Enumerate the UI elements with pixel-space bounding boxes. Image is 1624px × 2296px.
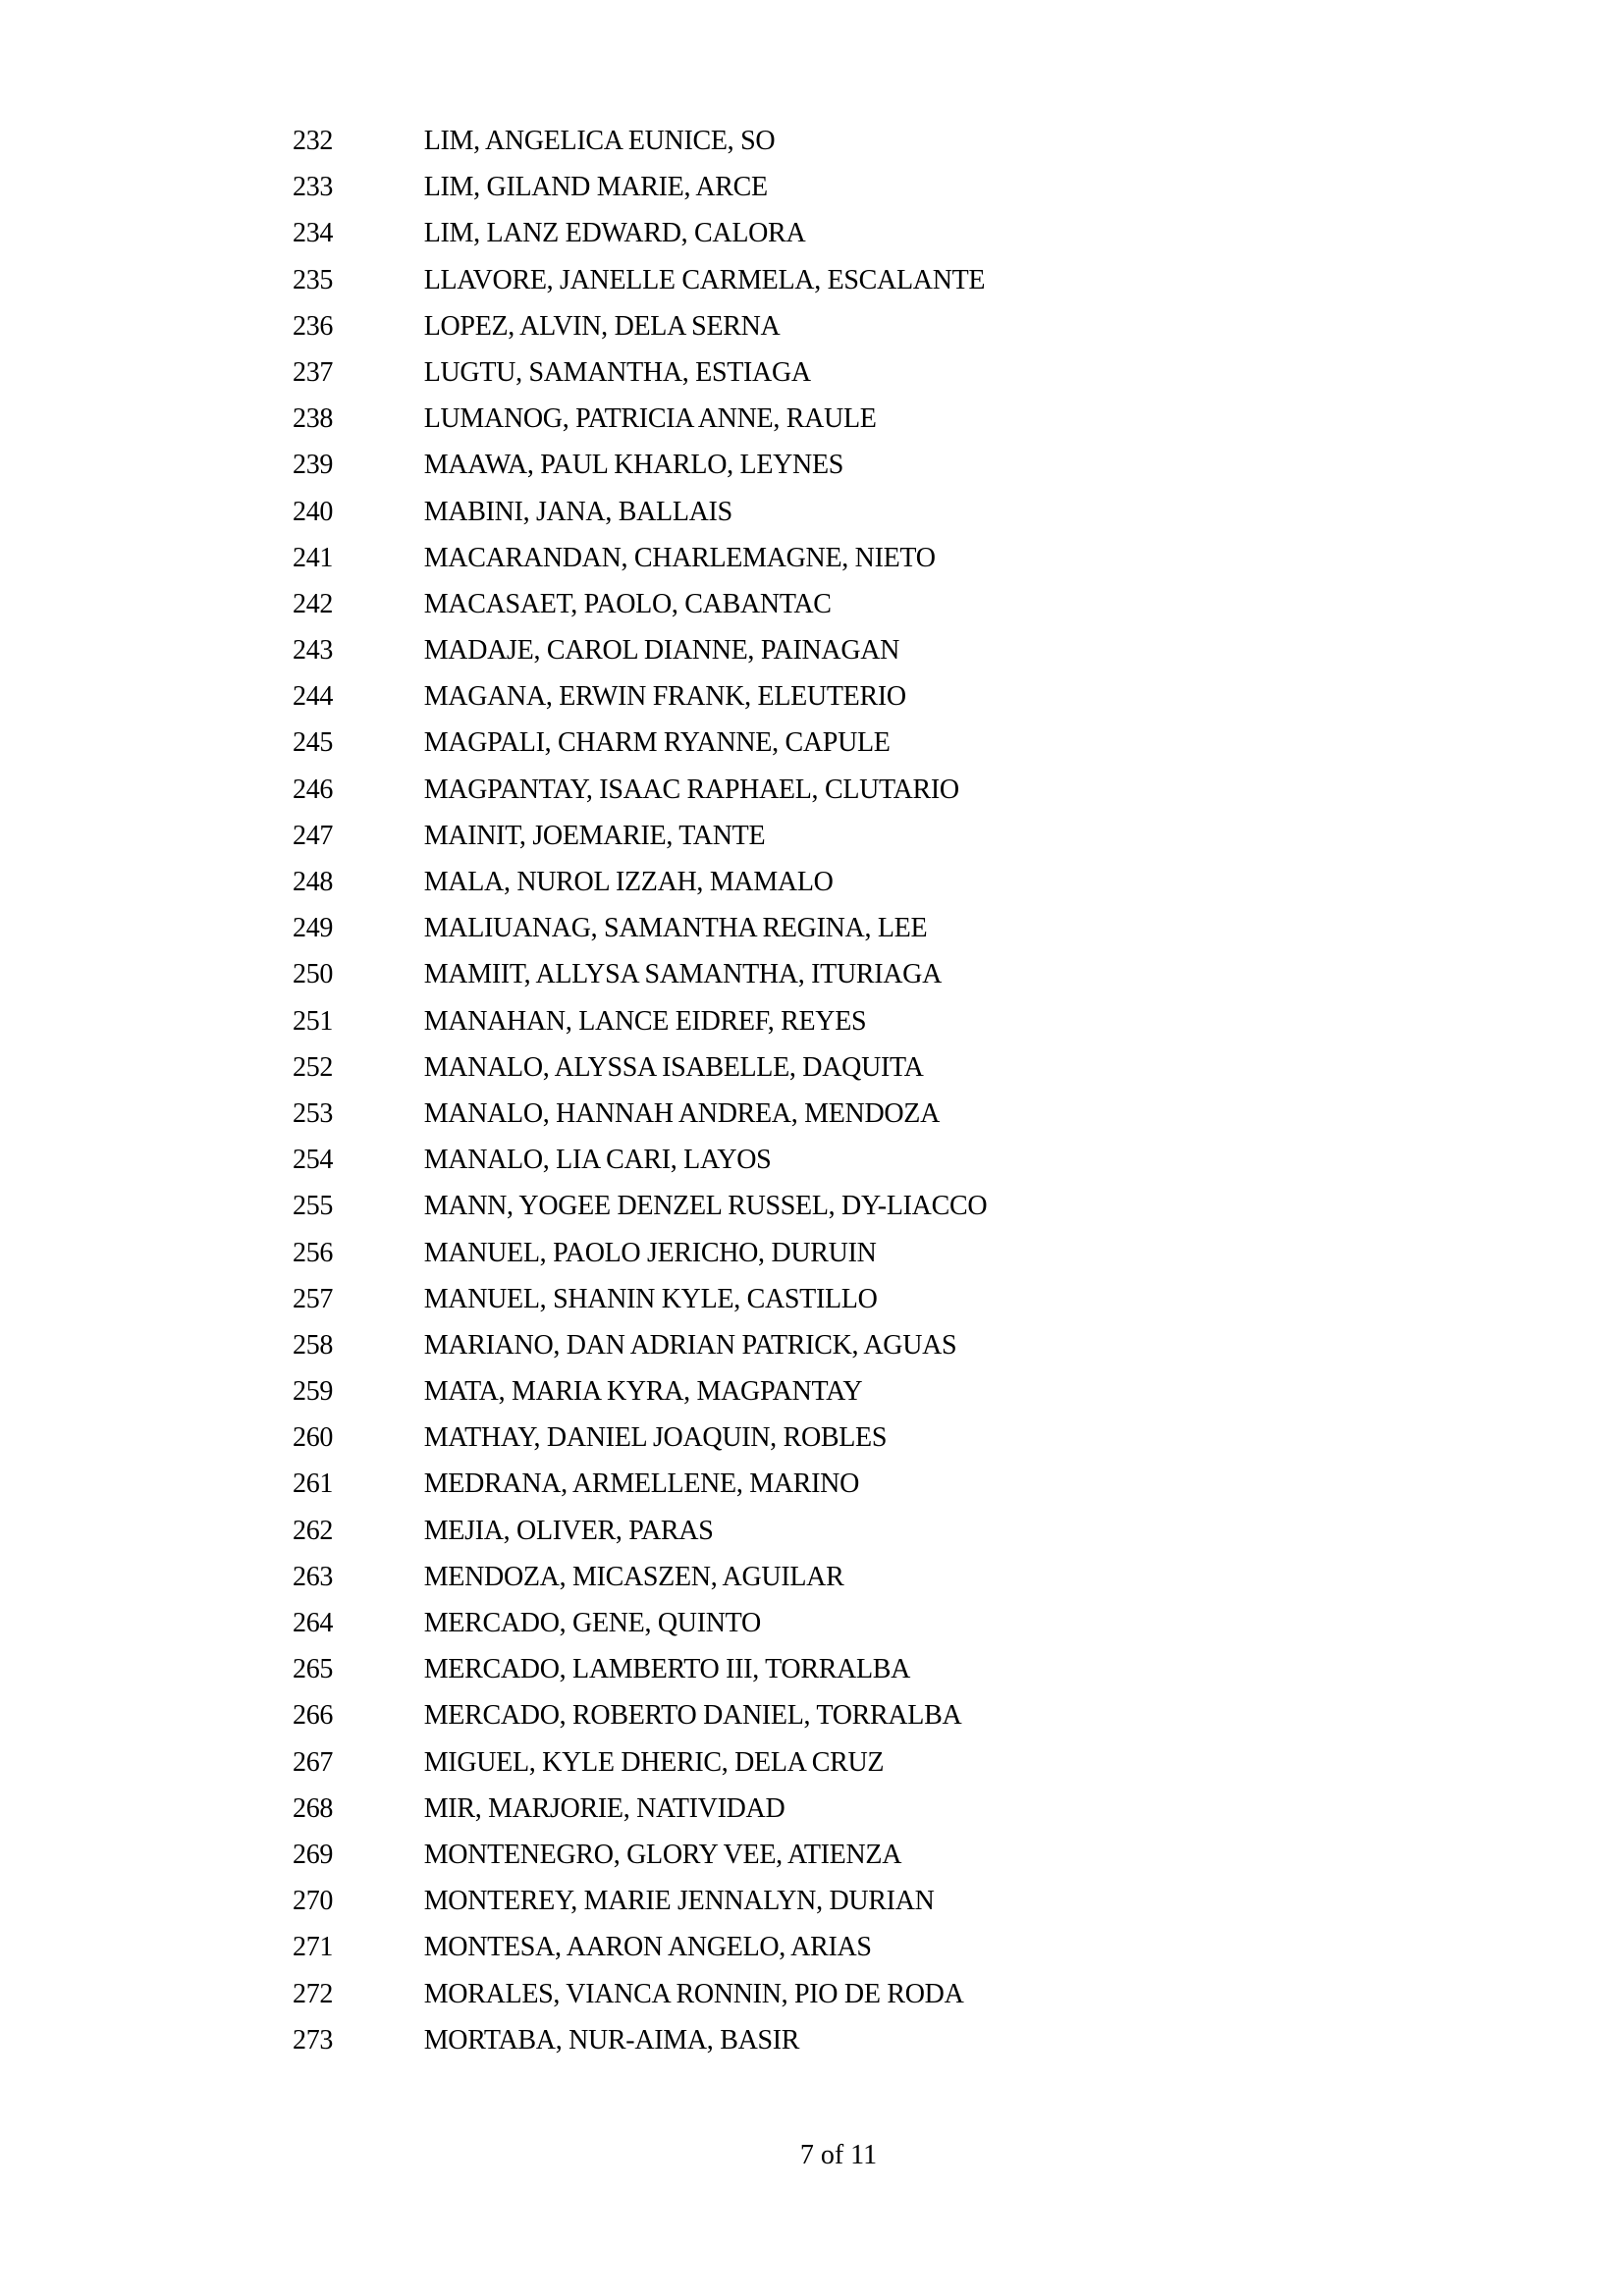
row-name: MAAWA, PAUL KHARLO, LEYNES	[423, 450, 844, 481]
list-row	[293, 1646, 1565, 1692]
list-row	[293, 1044, 1565, 1091]
list-row	[293, 813, 1565, 859]
row-name: LOPEZ, ALVIN, DELA SERNA	[423, 310, 781, 342]
row-number: 255	[293, 1191, 334, 1222]
row-name: MEDRANA, ARMELLENE, MARINO	[423, 1468, 860, 1500]
row-number: 252	[293, 1051, 334, 1083]
list-row	[293, 1692, 1565, 1738]
row-number: 246	[293, 774, 334, 805]
row-number: 240	[293, 496, 334, 527]
list-row	[293, 535, 1565, 581]
list-row	[293, 1230, 1565, 1276]
list-row	[293, 210, 1565, 256]
row-number: 259	[293, 1376, 334, 1408]
row-number: 232	[293, 126, 334, 156]
row-number: 244	[293, 681, 334, 713]
page-number: 7 of 11	[799, 2140, 878, 2170]
row-name: LUGTU, SAMANTHA, ESTIAGA	[423, 356, 811, 388]
list-row	[293, 164, 1565, 210]
row-name: MANALO, ALYSSA ISABELLE, DAQUITA	[423, 1051, 924, 1083]
row-number: 238	[293, 403, 334, 435]
row-name: MONTEREY, MARIE JENNALYN, DURIAN	[423, 1886, 935, 1917]
list-row	[293, 1508, 1565, 1554]
list-row	[293, 1924, 1565, 1970]
list-row	[293, 442, 1565, 488]
row-name: MERCADO, LAMBERTO III, TORRALBA	[423, 1654, 911, 1685]
row-name: MAGPALI, CHARM RYANNE, CAPULE	[423, 727, 891, 759]
list-row	[293, 396, 1565, 442]
list-row	[293, 720, 1565, 766]
row-name: MANALO, LIA CARI, LAYOS	[423, 1145, 772, 1176]
row-number: 257	[293, 1283, 334, 1314]
list-row	[293, 951, 1565, 997]
row-number: 251	[293, 1005, 334, 1037]
row-number: 263	[293, 1561, 334, 1592]
row-number: 258	[293, 1329, 334, 1361]
row-name: MAGANA, ERWIN FRANK, ELEUTERIO	[423, 681, 906, 713]
list-row	[293, 1322, 1565, 1368]
row-name: MABINI, JANA, BALLAIS	[423, 496, 732, 527]
list-row	[293, 1368, 1565, 1415]
row-name: MANALO, HANNAH ANDREA, MENDOZA	[423, 1097, 941, 1129]
row-name: MAGPANTAY, ISAAC RAPHAEL, CLUTARIO	[423, 774, 959, 805]
row-name: MACARANDAN, CHARLEMAGNE, NIETO	[423, 542, 936, 573]
row-number: 268	[293, 1792, 334, 1824]
row-name: MACASAET, PAOLO, CABANTAC	[423, 588, 832, 619]
list-row	[293, 1878, 1565, 1924]
row-name: MANUEL, SHANIN KYLE, CASTILLO	[423, 1283, 878, 1314]
row-name: MANN, YOGEE DENZEL RUSSEL, DY-LIACCO	[423, 1191, 988, 1222]
row-number: 264	[293, 1608, 334, 1638]
row-number: 242	[293, 588, 334, 619]
row-name: MONTESA, AARON ANGELO, ARIAS	[423, 1932, 872, 1963]
row-name: MATHAY, DANIEL JOAQUIN, ROBLES	[423, 1422, 888, 1454]
row-number: 260	[293, 1422, 334, 1454]
list-row	[293, 1554, 1565, 1600]
row-name: MANUEL, PAOLO JERICHO, DURUIN	[423, 1237, 877, 1268]
row-number: 271	[293, 1932, 334, 1963]
list-row	[293, 118, 1565, 164]
row-name: MIR, MARJORIE, NATIVIDAD	[423, 1792, 785, 1824]
row-number: 261	[293, 1468, 334, 1500]
list-row	[293, 303, 1565, 349]
row-number: 249	[293, 913, 334, 944]
row-number: 236	[293, 310, 334, 342]
row-number: 250	[293, 959, 334, 990]
list-row	[293, 1415, 1565, 1461]
list-row	[293, 1183, 1565, 1229]
list-row	[293, 1091, 1565, 1137]
list-row	[293, 1786, 1565, 1832]
row-number: 266	[293, 1700, 334, 1732]
row-number: 241	[293, 542, 334, 573]
list-row	[293, 349, 1565, 396]
row-name: LLAVORE, JANELLE CARMELA, ESCALANTE	[423, 264, 986, 295]
row-name: MAINIT, JOEMARIE, TANTE	[423, 820, 766, 851]
list-row	[293, 859, 1565, 905]
row-name: MENDOZA, MICASZEN, AGUILAR	[423, 1561, 844, 1592]
list-row	[293, 1137, 1565, 1183]
row-number: 273	[293, 2024, 334, 2056]
list-row	[293, 998, 1565, 1044]
list-row	[293, 673, 1565, 720]
row-number: 233	[293, 172, 334, 203]
examinee-list	[293, 118, 1565, 2063]
row-name: LUMANOG, PATRICIA ANNE, RAULE	[423, 403, 877, 435]
list-row	[293, 257, 1565, 303]
row-name: MEJIA, OLIVER, PARAS	[423, 1515, 714, 1546]
row-name: MALIUANAG, SAMANTHA REGINA, LEE	[423, 913, 928, 944]
list-row	[293, 489, 1565, 535]
row-number: 234	[293, 218, 334, 249]
list-row	[293, 1276, 1565, 1322]
row-name: MANAHAN, LANCE EIDREF, REYES	[423, 1005, 867, 1037]
list-row	[293, 905, 1565, 951]
list-row	[293, 1832, 1565, 1878]
row-number: 270	[293, 1886, 334, 1917]
row-number: 243	[293, 635, 334, 667]
row-name: MORALES, VIANCA RONNIN, PIO DE RODA	[423, 1978, 964, 2009]
list-row	[293, 581, 1565, 627]
row-number: 239	[293, 450, 334, 481]
row-number: 272	[293, 1978, 334, 2009]
list-row	[293, 1739, 1565, 1786]
row-name: MORTABA, NUR-AIMA, BASIR	[423, 2024, 800, 2056]
list-row	[293, 1971, 1565, 2017]
row-number: 262	[293, 1515, 334, 1546]
row-number: 267	[293, 1746, 334, 1778]
row-name: MONTENEGRO, GLORY VEE, ATIENZA	[423, 1839, 902, 1870]
row-name: MAMIIT, ALLYSA SAMANTHA, ITURIAGA	[423, 959, 943, 990]
row-number: 265	[293, 1654, 334, 1685]
row-name: MADAJE, CAROL DIANNE, PAINAGAN	[423, 635, 900, 667]
list-row	[293, 627, 1565, 673]
row-number: 245	[293, 727, 334, 759]
row-number: 237	[293, 356, 334, 388]
row-name: MERCADO, ROBERTO DANIEL, TORRALBA	[423, 1700, 962, 1732]
list-row	[293, 2017, 1565, 2063]
row-name: MATA, MARIA KYRA, MAGPANTAY	[423, 1376, 863, 1408]
list-row	[293, 1600, 1565, 1646]
row-number: 247	[293, 820, 334, 851]
row-number: 248	[293, 867, 334, 897]
row-name: LIM, ANGELICA EUNICE, SO	[423, 126, 776, 156]
row-number: 235	[293, 264, 334, 295]
row-name: MIGUEL, KYLE DHERIC, DELA CRUZ	[423, 1746, 885, 1778]
list-row	[293, 1461, 1565, 1507]
row-name: MARIANO, DAN ADRIAN PATRICK, AGUAS	[423, 1329, 957, 1361]
row-number: 269	[293, 1839, 334, 1870]
list-row	[293, 767, 1565, 813]
row-number: 254	[293, 1145, 334, 1176]
row-name: LIM, GILAND MARIE, ARCE	[423, 172, 768, 203]
row-name: MALA, NUROL IZZAH, MAMALO	[423, 867, 834, 897]
row-number: 253	[293, 1097, 334, 1129]
row-name: MERCADO, GENE, QUINTO	[423, 1608, 761, 1638]
row-name: LIM, LANZ EDWARD, CALORA	[423, 218, 806, 249]
row-number: 256	[293, 1237, 334, 1268]
